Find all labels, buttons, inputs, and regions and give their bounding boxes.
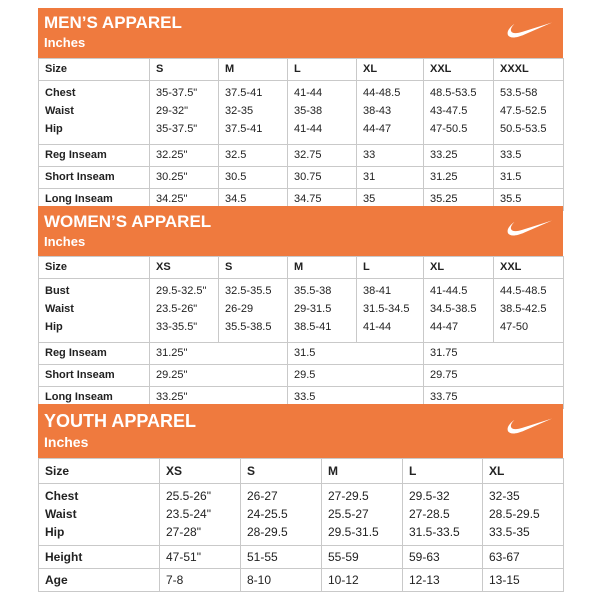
size-header: XXXL — [494, 59, 564, 81]
table-row — [39, 569, 564, 592]
size-header: M — [219, 59, 288, 81]
table-row — [39, 145, 564, 167]
measure-value: 29.5-32 — [409, 489, 450, 503]
measure-value: 38.5-42.5 — [500, 303, 547, 315]
table-cell: 33.5 — [288, 387, 424, 409]
measure-value: 23.5-24" — [166, 507, 211, 521]
table-cell: 32.25" — [150, 145, 219, 167]
measure-value: 47.5-52.5 — [500, 105, 547, 117]
measure-label: Waist — [45, 105, 74, 117]
table-cell: 31.25 — [424, 167, 494, 189]
measure-value: 43-47.5 — [430, 105, 468, 117]
table-row — [39, 365, 564, 387]
womens-header — [38, 206, 563, 256]
size-header: L — [288, 59, 357, 81]
youth-subtitle: Inches — [44, 434, 89, 450]
table-row — [39, 459, 564, 484]
size-header: L — [357, 257, 424, 279]
measure-label: Hip — [45, 321, 63, 333]
measure-label: Chest — [45, 87, 76, 99]
table-cell: 31 — [357, 167, 424, 189]
mens-title: MEN’S APPAREL — [44, 13, 182, 32]
measure-cell — [403, 484, 483, 546]
womens-subtitle: Inches — [44, 234, 86, 249]
measure-value: 44.5-48.5 — [500, 285, 547, 297]
table-cell: 34.25" — [150, 189, 219, 211]
measure-value: 29.5-31.5 — [328, 525, 379, 539]
table-cell: 35.25 — [424, 189, 494, 211]
measure-value: 37.5-41 — [225, 87, 263, 99]
youth-title: YOUTH APPAREL — [44, 411, 197, 431]
swoosh-icon — [507, 414, 553, 436]
size-header: XXL — [424, 59, 494, 81]
measure-label: Waist — [45, 303, 74, 315]
table-cell: 47-51" — [160, 546, 241, 569]
womens-apparel-section — [38, 206, 563, 409]
measure-value: 26-27 — [247, 489, 278, 503]
table-cell: 35.5 — [494, 189, 564, 211]
measure-cell — [288, 81, 357, 145]
measure-cell — [219, 279, 288, 343]
measure-labels — [39, 81, 150, 145]
measure-value: 27-29.5 — [328, 489, 369, 503]
measure-value: 44-48.5 — [363, 87, 401, 99]
measure-value: 33-35.5" — [156, 321, 198, 333]
measure-value: 31.5-34.5 — [363, 303, 410, 315]
size-header: M — [322, 459, 403, 484]
table-cell: 33 — [357, 145, 424, 167]
table-cell: 30.75 — [288, 167, 357, 189]
measure-cell — [483, 484, 564, 546]
table-cell: 29.75 — [424, 365, 564, 387]
measure-value: 32.5-35.5 — [225, 285, 272, 297]
table-cell: 31.25" — [150, 343, 288, 365]
youth-size-table — [38, 458, 564, 592]
measure-labels — [39, 484, 160, 546]
measure-label: Hip — [45, 123, 63, 135]
measure-label: Chest — [45, 489, 79, 503]
measure-cell — [322, 484, 403, 546]
womens-title: WOMEN’S APPAREL — [44, 212, 212, 231]
measure-value: 23.5-26" — [156, 303, 198, 315]
size-header: XL — [483, 459, 564, 484]
womens-size-table — [38, 256, 564, 409]
table-cell: 33.25" — [150, 387, 288, 409]
size-label: Size — [39, 59, 150, 81]
table-cell: 10-12 — [322, 569, 403, 592]
measure-label: Waist — [45, 507, 77, 521]
measure-cell — [150, 279, 219, 343]
measure-value: 47-50 — [500, 321, 529, 333]
measure-cell — [288, 279, 357, 343]
measure-value: 35-37.5" — [156, 123, 198, 135]
mens-subtitle: Inches — [44, 35, 86, 50]
size-header: L — [403, 459, 483, 484]
swoosh-icon — [507, 18, 553, 40]
measure-value: 44-47 — [363, 123, 392, 135]
measure-value: 28-29.5 — [247, 525, 288, 539]
table-cell: 31.5 — [288, 343, 424, 365]
mens-header — [38, 8, 563, 58]
row-label: Reg Inseam — [39, 343, 150, 365]
table-cell: 30.5 — [219, 167, 288, 189]
measure-labels — [39, 279, 150, 343]
measure-cell — [494, 279, 564, 343]
measure-cell — [357, 279, 424, 343]
measure-value: 38-43 — [363, 105, 392, 117]
size-label: Size — [39, 459, 160, 484]
measure-cell — [357, 81, 424, 145]
size-header: XL — [357, 59, 424, 81]
measure-value: 48.5-53.5 — [430, 87, 477, 99]
table-cell: 55-59 — [322, 546, 403, 569]
table-row — [39, 167, 564, 189]
table-cell: 8-10 — [241, 569, 322, 592]
table-cell: 31.5 — [494, 167, 564, 189]
measure-cell — [150, 81, 219, 145]
table-cell: 32.5 — [219, 145, 288, 167]
size-header: XS — [160, 459, 241, 484]
row-label: Long Inseam — [39, 387, 150, 409]
measure-value: 33.5-35 — [489, 525, 530, 539]
measure-value: 28.5-29.5 — [489, 507, 540, 521]
measure-label: Hip — [45, 525, 65, 539]
table-cell: 29.25" — [150, 365, 288, 387]
measure-value: 24-25.5 — [247, 507, 288, 521]
swoosh-icon — [507, 216, 553, 238]
table-cell: 32.75 — [288, 145, 357, 167]
row-label: Age — [39, 569, 160, 592]
measure-value: 53.5-58 — [500, 87, 538, 99]
measure-value: 31.5-33.5 — [409, 525, 460, 539]
measure-value: 47-50.5 — [430, 123, 468, 135]
row-label: Short Inseam — [39, 365, 150, 387]
table-cell: 33.75 — [424, 387, 564, 409]
measure-value: 26-29 — [225, 303, 254, 315]
measure-label: Bust — [45, 285, 70, 297]
measure-value: 29.5-32.5" — [156, 285, 207, 297]
table-cell: 30.25" — [150, 167, 219, 189]
measure-value: 25.5-27 — [328, 507, 369, 521]
table-cell: 35 — [357, 189, 424, 211]
measure-value: 29-31.5 — [294, 303, 332, 315]
measure-cell — [424, 81, 494, 145]
table-cell: 12-13 — [403, 569, 483, 592]
table-cell: 59-63 — [403, 546, 483, 569]
measure-value: 41-44 — [363, 321, 392, 333]
size-header: M — [288, 257, 357, 279]
measure-cell — [424, 279, 494, 343]
size-header: S — [241, 459, 322, 484]
table-row — [39, 484, 564, 546]
mens-size-table — [38, 58, 564, 211]
measure-value: 37.5-41 — [225, 123, 263, 135]
row-label: Reg Inseam — [39, 145, 150, 167]
measure-value: 32-35 — [225, 105, 254, 117]
measure-value: 41-44.5 — [430, 285, 468, 297]
measure-value: 34.5-38.5 — [430, 303, 477, 315]
measure-cell — [160, 484, 241, 546]
size-header: S — [219, 257, 288, 279]
table-row — [39, 343, 564, 365]
measure-value: 35-37.5" — [156, 87, 198, 99]
table-row — [39, 279, 564, 343]
mens-apparel-section — [38, 8, 563, 211]
measure-value: 44-47 — [430, 321, 459, 333]
measure-cell — [219, 81, 288, 145]
measure-value: 32-35 — [489, 489, 520, 503]
row-label: Long Inseam — [39, 189, 150, 211]
size-header: XS — [150, 257, 219, 279]
measure-value: 38.5-41 — [294, 321, 332, 333]
measure-value: 27-28.5 — [409, 507, 450, 521]
measure-value: 41-44 — [294, 87, 323, 99]
table-cell: 51-55 — [241, 546, 322, 569]
table-row — [39, 59, 564, 81]
table-cell: 33.25 — [424, 145, 494, 167]
measure-value: 35.5-38.5 — [225, 321, 272, 333]
table-row — [39, 81, 564, 145]
measure-value: 35-38 — [294, 105, 323, 117]
measure-value: 50.5-53.5 — [500, 123, 547, 135]
table-cell: 34.75 — [288, 189, 357, 211]
youth-header — [38, 404, 563, 458]
measure-cell — [494, 81, 564, 145]
measure-value: 27-28" — [166, 525, 201, 539]
table-cell: 34.5 — [219, 189, 288, 211]
table-cell: 29.5 — [288, 365, 424, 387]
size-header: S — [150, 59, 219, 81]
row-label: Short Inseam — [39, 167, 150, 189]
table-row — [39, 546, 564, 569]
measure-value: 41-44 — [294, 123, 323, 135]
table-row — [39, 257, 564, 279]
table-cell: 33.5 — [494, 145, 564, 167]
youth-apparel-section — [38, 404, 563, 592]
row-label: Height — [39, 546, 160, 569]
measure-value: 29-32" — [156, 105, 189, 117]
measure-value: 38-41 — [363, 285, 392, 297]
measure-value: 25.5-26" — [166, 489, 211, 503]
measure-value: 35.5-38 — [294, 285, 332, 297]
table-cell: 31.75 — [424, 343, 564, 365]
size-label: Size — [39, 257, 150, 279]
table-cell: 7-8 — [160, 569, 241, 592]
measure-cell — [241, 484, 322, 546]
table-cell: 63-67 — [483, 546, 564, 569]
size-header: XXL — [494, 257, 564, 279]
size-header: XL — [424, 257, 494, 279]
table-cell: 13-15 — [483, 569, 564, 592]
